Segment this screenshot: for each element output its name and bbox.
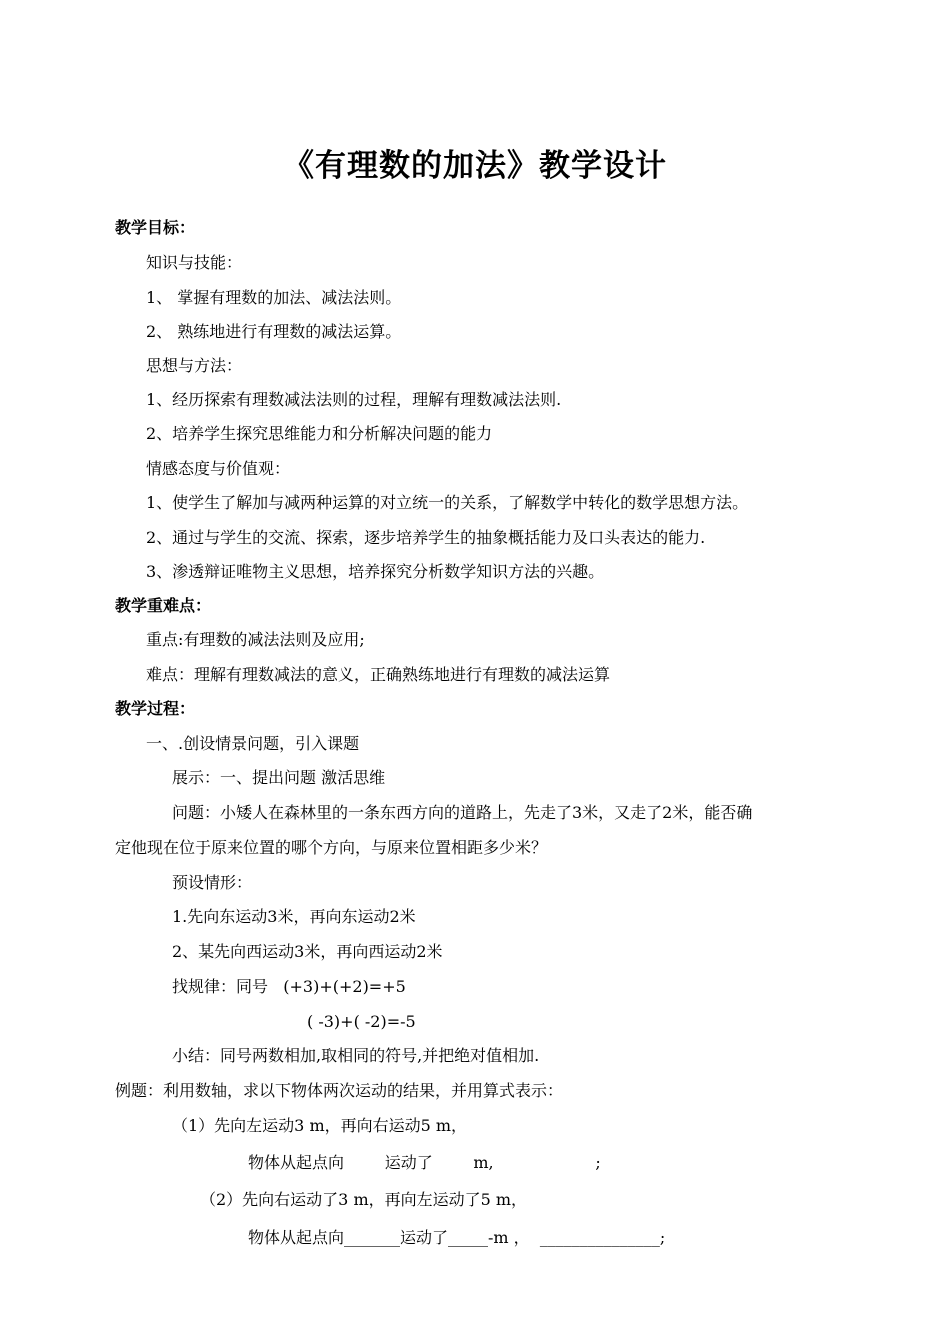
emotion-item-3: 3、渗透辩证唯物主义思想，培养探究分析数学知识方法的兴趣。 bbox=[146, 562, 605, 581]
process-question-line2: 定他现在位于原来位置的哪个方向，与原来位置相距多少米？ bbox=[115, 838, 548, 857]
process-rule: 找规律：同号 (+3)+(+2)=+5 bbox=[172, 977, 406, 996]
example-intro: 例题：利用数轴，求以下物体两次运动的结果，并用算式表示： bbox=[115, 1081, 564, 1100]
thought-item-1: 1、经历探索有理数减法法则的过程，理解有理数减法法则. bbox=[146, 390, 562, 409]
heading-teaching-process: 教学过程： bbox=[115, 699, 196, 718]
process-question-line1: 问题：小矮人在森林里的一条东西方向的道路上，先走了3米，又走了2米，能否确 bbox=[172, 803, 753, 822]
process-preset: 预设情形： bbox=[172, 873, 253, 892]
heading-key-difficulties: 教学重难点： bbox=[115, 596, 212, 615]
process-case-1: 1.先向东运动3米，再向东运动2米 bbox=[172, 907, 416, 926]
process-summary: 小结：同号两数相加,取相同的符号,并把绝对值相加. bbox=[172, 1046, 540, 1065]
knowledge-item-2: 2、 熟练地进行有理数的减法运算。 bbox=[146, 322, 402, 341]
key-focus: 重点:有理数的减法法则及应用; bbox=[146, 630, 365, 649]
emotion-values-label: 情感态度与价值观： bbox=[146, 459, 291, 478]
heading-teaching-goals: 教学目标： bbox=[115, 218, 196, 237]
example-1-fill: 物体从起点向 运动了 m, ; bbox=[248, 1153, 601, 1172]
knowledge-skills-label: 知识与技能： bbox=[146, 253, 243, 272]
key-difficulty: 难点：理解有理数减法的意义，正确熟练地进行有理数的减法运算 bbox=[146, 665, 611, 684]
example-2: （2）先向右运动了3 m，再向左运动了5 m， bbox=[200, 1190, 528, 1209]
emotion-item-1: 1、使学生了解加与减两种运算的对立统一的关系，了解数学中转化的数学思想方法。 bbox=[146, 493, 749, 512]
knowledge-item-1: 1、 掌握有理数的加法、减法法则。 bbox=[146, 288, 402, 307]
process-show: 展示：一、提出问题 激活思维 bbox=[172, 768, 386, 787]
example-2-fill: 物体从起点向_______运动了_____-m ， _______________; bbox=[248, 1228, 666, 1247]
process-step-1: 一、.创设情景问题，引入课题 bbox=[146, 734, 360, 753]
emotion-item-2: 2、通过与学生的交流、探索，逐步培养学生的抽象概括能力及口头表达的能力. bbox=[146, 528, 706, 547]
process-case-2: 2、某先向西运动3米，再向西运动2米 bbox=[172, 942, 443, 961]
example-1: （1）先向左运动3 m，再向右运动5 m， bbox=[172, 1116, 468, 1135]
thought-item-2: 2、培养学生探究思维能力和分析解决问题的能力 bbox=[146, 424, 493, 443]
process-rule-2: ( -3)+( -2)=-5 bbox=[307, 1012, 416, 1031]
document-title: 《有理数的加法》教学设计 bbox=[283, 148, 667, 184]
thought-method-label: 思想与方法： bbox=[146, 356, 243, 375]
